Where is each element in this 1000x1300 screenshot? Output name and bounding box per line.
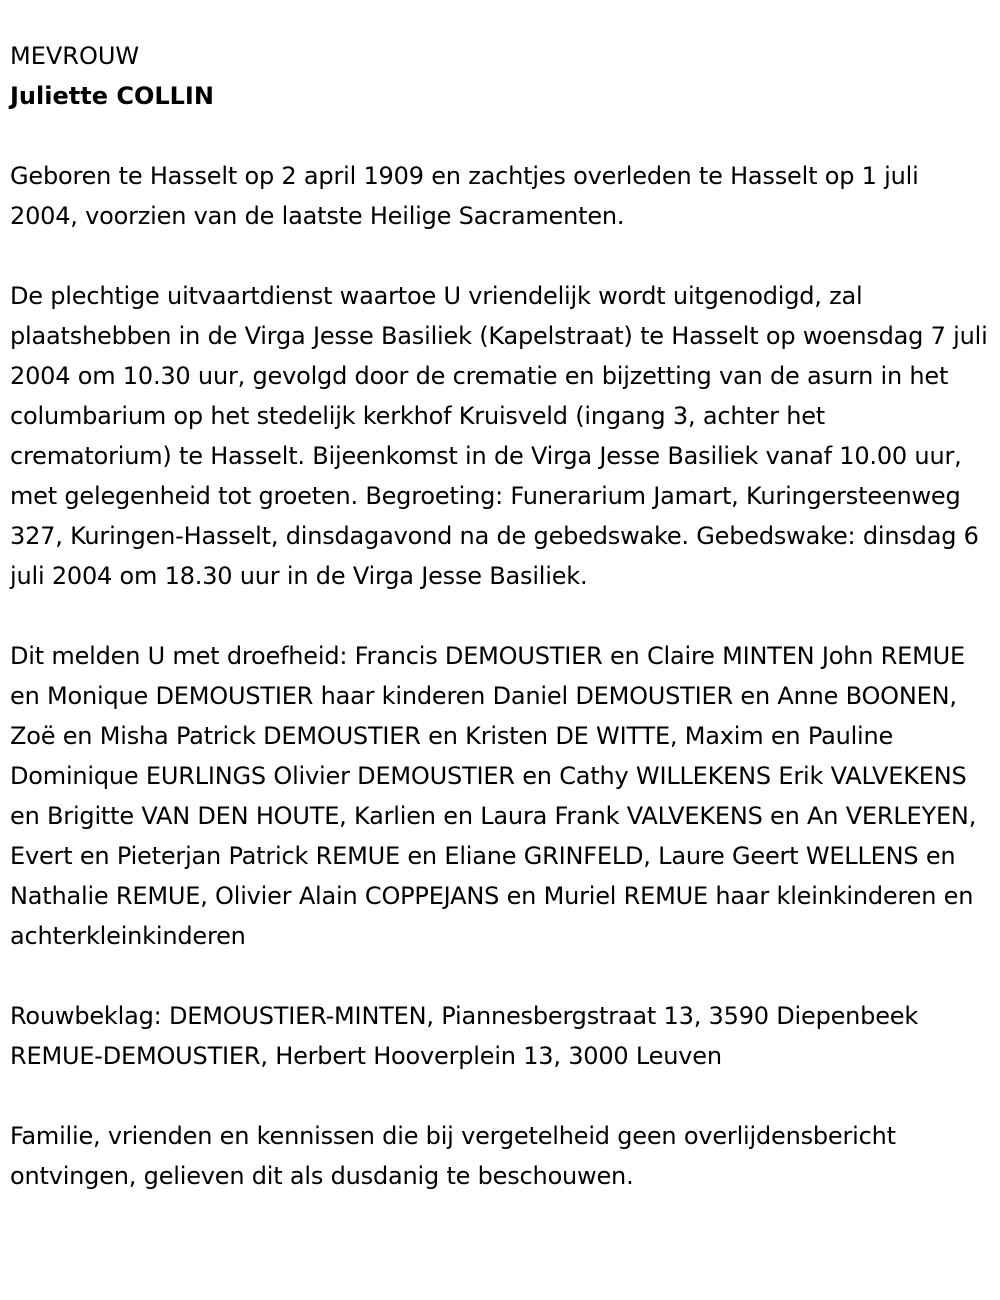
closing-note-paragraph: Familie, vrienden en kennissen die bij vergetelheid geen overlijdensbericht ontvingen, gelieven dit als dusdanig te beschouwen. <box>10 1122 896 1190</box>
funeral-service-paragraph: De plechtige uitvaartdienst waartoe U vriendelijk wordt uitgenodigd, zal plaatshebben in de Virga Jesse Basiliek (Kapelstraat) te Hasselt op woensdag 7 juli 2004 om 10.30 uur, gevolgd door de crematie en bijzetting van de asurn in het columbarium op het stedelijk kerkhof Kruisveld (ingang 3, achter het crematorium) te Hasselt. Bijeenkomst in de Virga Jesse Basiliek vanaf 10.00 uur, met gelegenheid tot groeten. Begroeting: Funerarium Jamart, Kuringersteenweg 327, Kuringen-Hasselt, dinsdagavond na de gebedswake. Gebedswake: dinsdag 6 juli 2004 om 18.30 uur in de Virga Jesse Basiliek. <box>10 282 988 590</box>
birth-death-paragraph: Geboren te Hasselt op 2 april 1909 en zachtjes overleden te Hasselt op 1 juli 2004, voorzien van de laatste Heilige Sacramenten. <box>10 162 919 230</box>
deceased-name: Juliette COLLIN <box>10 82 214 110</box>
family-announcement-paragraph: Dit melden U met droefheid: Francis DEMOUSTIER en Claire MINTEN John REMUE en Monique DEMOUSTIER haar kinderen Daniel DEMOUSTIER en Anne BOONEN, Zoë en Misha Patrick DEMOUSTIER en Kristen DE WITTE, Maxim en Pauline Dominique EURLINGS Olivier DEMOUSTIER en Cathy WILLEKENS Erik VALVEKENS en Brigitte VAN DEN HOUTE, Karlien en Laura Frank VALVEKENS en An VERLEYEN, Evert en Pieterjan Patrick REMUE en Eliane GRINFELD, Laure Geert WELLENS en Nathalie REMUE, Olivier Alain COPPEJANS en Muriel REMUE haar kleinkinderen en achterkleinkinderen <box>10 642 977 950</box>
honorific-title: MEVROUW <box>10 42 140 70</box>
condolence-addresses-paragraph: Rouwbeklag: DEMOUSTIER-MINTEN, Piannesbergstraat 13, 3590 Diepenbeek REMUE-DEMOUSTIER, Herbert Hooverplein 13, 3000 Leuven <box>10 1002 919 1070</box>
obituary-body <box>10 156 990 1196</box>
